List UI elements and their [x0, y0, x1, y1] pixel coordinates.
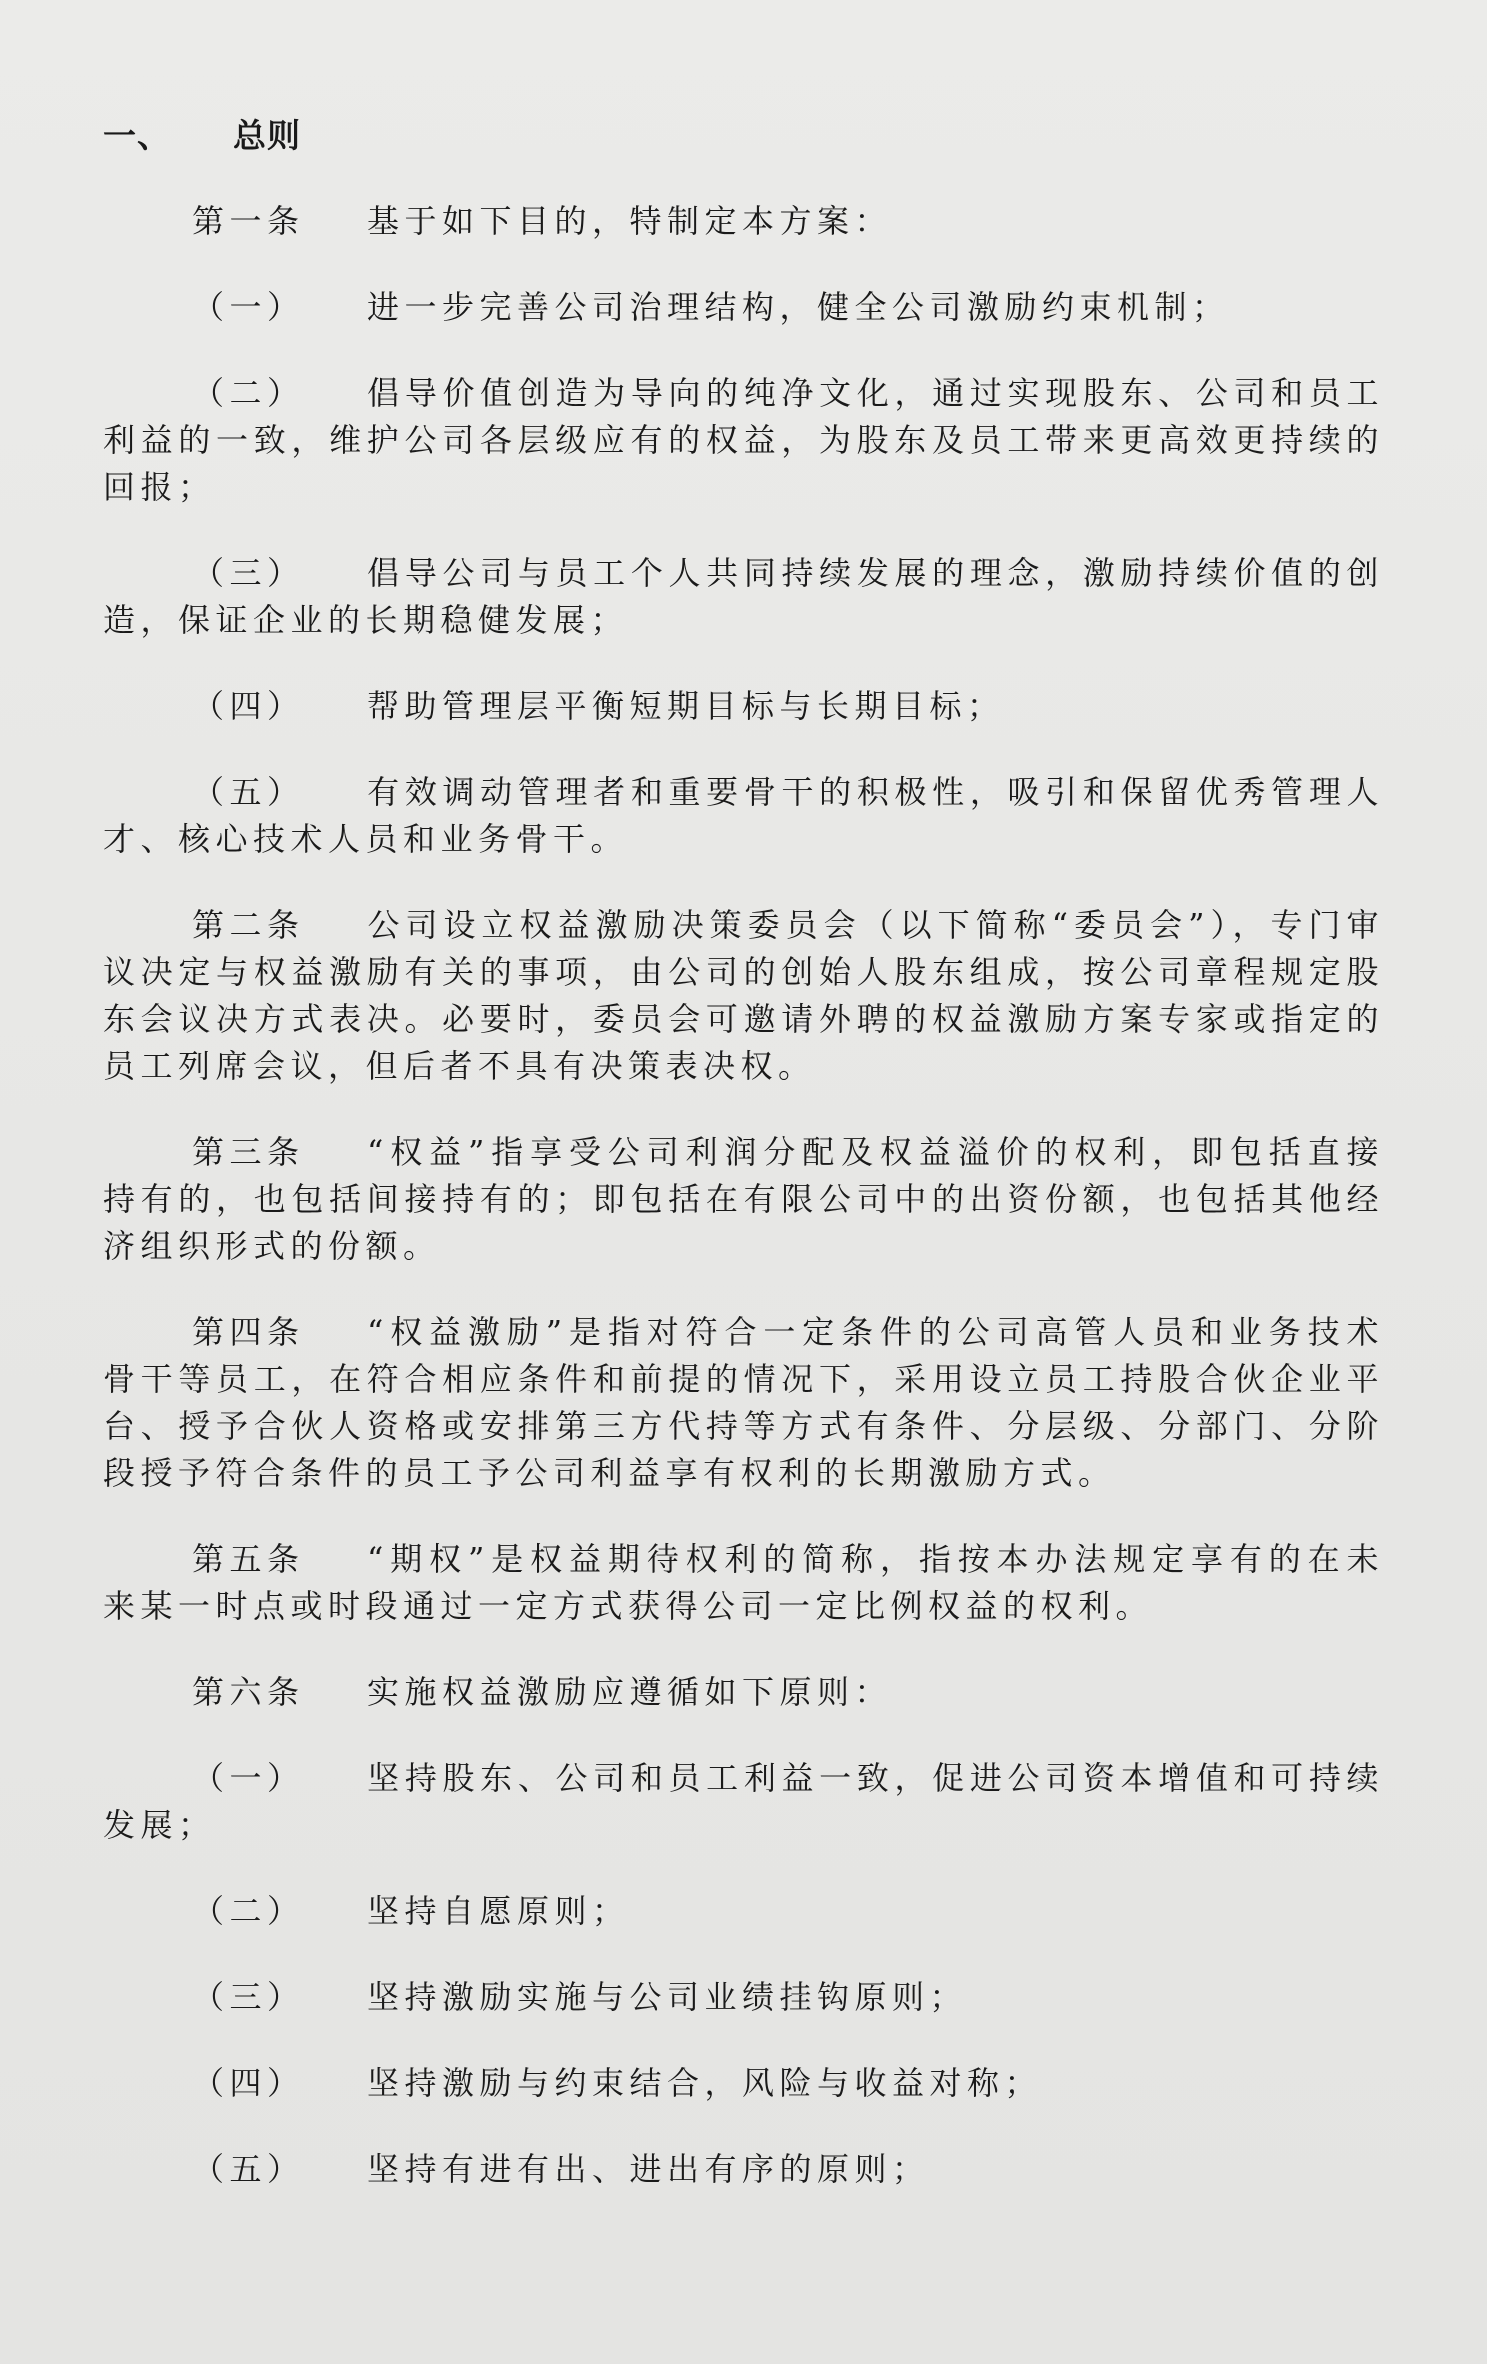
item-label: （二）	[192, 1892, 305, 1930]
article-label: 第五条	[192, 1540, 305, 1578]
article-1	[103, 198, 1384, 245]
article-text: “权益”指享受公司利润分配及权益溢价的权利，即包括直接持有的，也包括间接持有的；即包括在有限公司中的出资份额，也包括其他经济组织形式的份额。	[103, 1133, 1384, 1265]
article-text: 实施权益激励应遵循如下原则：	[367, 1673, 893, 1711]
item-text: 帮助管理层平衡短期目标与长期目标；	[367, 687, 1005, 725]
item-label: （四）	[192, 2064, 305, 2102]
article-6	[103, 1669, 1384, 1716]
article-4	[103, 1309, 1384, 1497]
item-text: 坚持自愿原则；	[367, 1892, 630, 1930]
item-label: （二）	[192, 374, 305, 412]
item-label: （五）	[192, 773, 305, 811]
article-label: 第二条	[192, 906, 305, 944]
item-label: （三）	[192, 554, 305, 592]
article-text: 基于如下目的，特制定本方案：	[367, 202, 893, 240]
article-6-item-1	[103, 1755, 1384, 1849]
section-heading	[103, 112, 1384, 159]
item-text: 进一步完善公司治理结构，健全公司激励约束机制；	[367, 288, 1230, 326]
article-5	[103, 1536, 1384, 1630]
article-label: 第六条	[192, 1673, 305, 1711]
article-1-item-1	[103, 284, 1384, 331]
article-text: “期权”是权益期待权利的简称，指按本办法规定享有的在未来某一时点或时段通过一定方式获得公司一定比例权益的权利。	[103, 1540, 1384, 1625]
item-label: （四）	[192, 687, 305, 725]
item-text: 有效调动管理者和重要骨干的积极性，吸引和保留优秀管理人才、核心技术人员和业务骨干。	[103, 773, 1384, 858]
item-text: 倡导公司与员工个人共同持续发展的理念，激励持续价值的创造，保证企业的长期稳健发展；	[103, 554, 1384, 639]
article-3	[103, 1129, 1384, 1270]
section-number: 一、	[103, 116, 171, 155]
item-text: 坚持激励与约束结合，风险与收益对称；	[367, 2064, 1043, 2102]
item-label: （三）	[192, 1978, 305, 2016]
article-label: 第三条	[192, 1133, 305, 1171]
article-1-item-5	[103, 769, 1384, 863]
article-text: 公司设立权益激励决策委员会（以下简称“委员会”），专门审议决定与权益激励有关的事项，由公司的创始人股东组成，按公司章程规定股东会议决方式表决。必要时，委员会可邀请外聘的权益激励方案专家或指定的员工列席会议，但后者不具有决策表决权。	[103, 906, 1384, 1085]
section-title: 总则	[233, 116, 301, 155]
item-text: 坚持激励实施与公司业绩挂钩原则；	[367, 1978, 968, 2016]
article-6-item-5	[103, 2146, 1384, 2193]
article-6-item-3	[103, 1974, 1384, 2021]
article-2	[103, 902, 1384, 1090]
item-label: （五）	[192, 2150, 305, 2188]
article-6-item-4	[103, 2060, 1384, 2107]
item-text: 坚持股东、公司和员工利益一致，促进公司资本增值和可持续发展；	[103, 1759, 1384, 1844]
article-label: 第一条	[192, 202, 305, 240]
item-text: 倡导价值创造为导向的纯净文化，通过实现股东、公司和员工利益的一致，维护公司各层级应有的权益，为股东及员工带来更高效更持续的回报；	[103, 374, 1384, 506]
item-text: 坚持有进有出、进出有序的原则；	[367, 2150, 930, 2188]
article-label: 第四条	[192, 1313, 305, 1351]
item-label: （一）	[192, 1759, 305, 1797]
article-1-item-4	[103, 683, 1384, 730]
item-label: （一）	[192, 288, 305, 326]
article-6-item-2	[103, 1888, 1384, 1935]
article-1-item-2	[103, 370, 1384, 511]
article-1-item-3	[103, 550, 1384, 644]
article-text: “权益激励”是指对符合一定条件的公司高管人员和业务技术骨干等员工，在符合相应条件和前提的情况下，采用设立员工持股合伙企业平台、授予合伙人资格或安排第三方代持等方式有条件、分层级、分部门、分阶段授予符合条件的员工予公司利益享有权利的长期激励方式。	[103, 1313, 1384, 1492]
